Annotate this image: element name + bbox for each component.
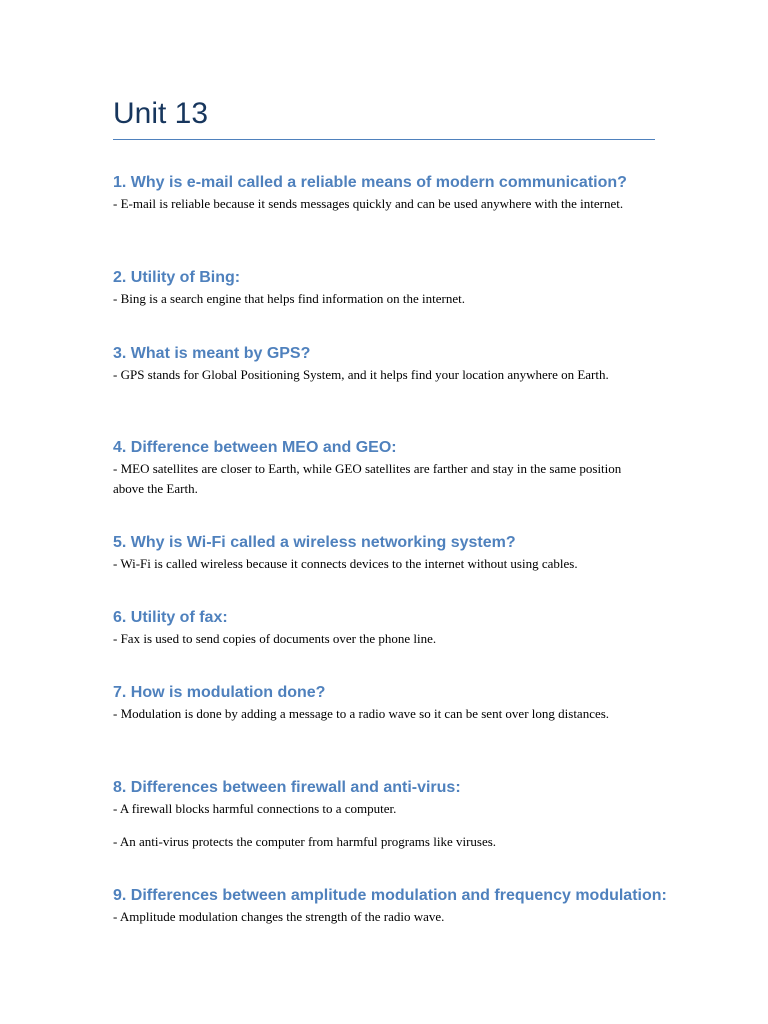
section-4 [113,437,655,498]
section-heading: 6. Utility of fax: [113,609,228,626]
section-paragraph: - Amplitude modulation changes the strength of the radio wave. [113,909,445,924]
section-heading: 9. Differences between amplitude modulation and frequency modulation: [113,887,667,904]
section-paragraph: - Modulation is done by adding a message to a radio wave so it can be sent over long distances. [113,706,610,721]
section-paragraph: - Bing is a search engine that helps find information on the internet. [113,291,465,306]
section-2 [113,267,655,309]
section-heading: 2. Utility of Bing: [113,269,241,286]
section-paragraph: - MEO satellites are closer to Earth, while GEO satellites are farther and stay in the same position above the Earth. [113,461,622,496]
document-page [113,0,667,1024]
section-heading: 1. Why is e-mail called a reliable means of modern communication? [113,174,627,191]
section-paragraph: - GPS stands for Global Positioning System, and it helps find your location anywhere on Earth. [113,367,609,382]
section-7 [113,682,655,724]
section-heading: 8. Differences between firewall and anti-virus: [113,779,461,796]
section-paragraph: - E-mail is reliable because it sends messages quickly and can be used anywhere with the internet. [113,196,624,211]
document-title: Unit 13 [113,97,209,130]
section-1 [113,172,655,214]
section-6 [113,607,655,649]
section-paragraph: - Wi-Fi is called wireless because it connects devices to the internet without using cables. [113,556,578,571]
section-heading: 5. Why is Wi-Fi called a wireless networking system? [113,534,516,551]
section-heading: 4. Difference between MEO and GEO: [113,439,397,456]
section-heading: 7. How is modulation done? [113,684,326,701]
section-9 [113,885,667,927]
section-paragraph: - A firewall blocks harmful connections to a computer. [113,801,397,816]
section-5 [113,532,655,574]
section-paragraph: - An anti-virus protects the computer from harmful programs like viruses. [113,833,497,849]
section-8 [113,777,655,851]
title-underline [113,139,655,140]
section-paragraph: - Fax is used to send copies of documents over the phone line. [113,631,437,646]
section-3 [113,343,655,385]
section-heading: 3. What is meant by GPS? [113,345,311,362]
